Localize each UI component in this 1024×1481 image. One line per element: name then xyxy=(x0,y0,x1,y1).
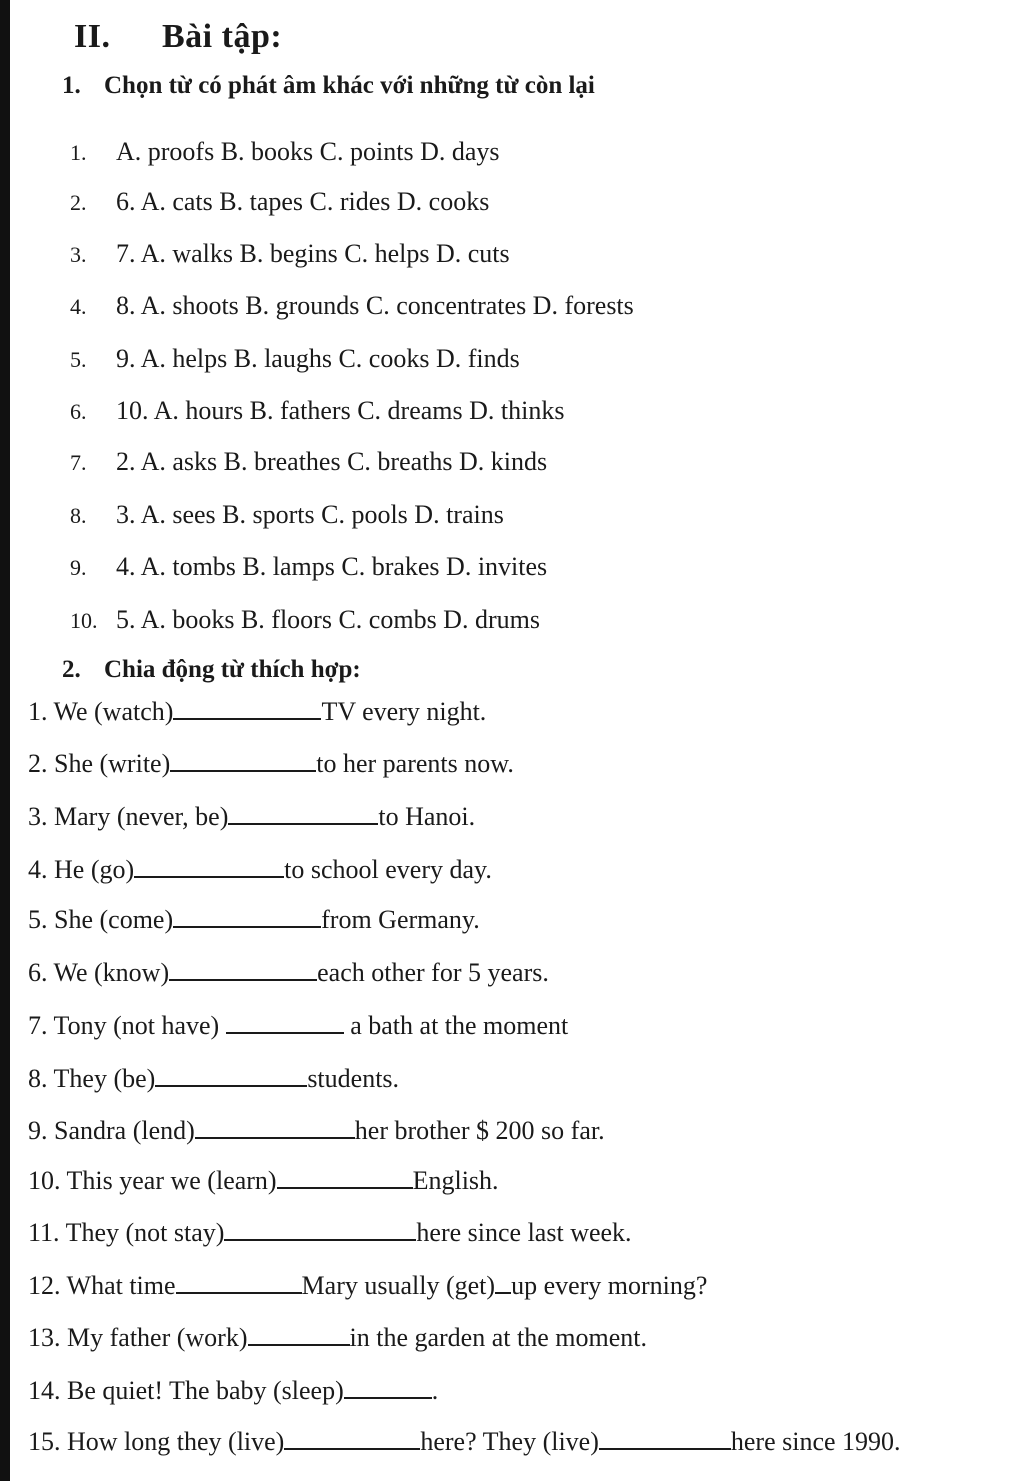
sentence-start: 6. We (know) xyxy=(28,958,170,987)
sentence-start: 14. Be quiet! The baby (sleep) xyxy=(28,1376,344,1405)
list-item xyxy=(28,748,514,779)
sentence-start: 13. My father (work) xyxy=(28,1323,248,1352)
list-item xyxy=(28,904,480,935)
sentence-end: a bath at the moment xyxy=(343,1011,569,1040)
part2-title-text: Chia động từ thích hợp: xyxy=(104,656,361,683)
answer-blank xyxy=(169,957,317,981)
section-number: II. xyxy=(74,18,111,55)
item-index: 3. xyxy=(70,242,87,267)
list-item xyxy=(28,854,492,885)
answer-blank xyxy=(176,1270,302,1294)
item-index: 6. xyxy=(70,399,87,424)
part2-title xyxy=(62,656,361,684)
sentence-end: here since last week. xyxy=(416,1218,632,1247)
answer-blank xyxy=(228,801,378,825)
list-item xyxy=(28,1165,499,1196)
sentence-start: 9. Sandra (lend) xyxy=(28,1116,195,1145)
sentence-end: to Hanoi. xyxy=(378,802,476,831)
part2-number: 2. xyxy=(62,656,81,683)
sentence-start: 12. What time xyxy=(28,1271,176,1300)
list-item xyxy=(70,187,489,217)
answer-blank xyxy=(248,1322,350,1346)
sentence-end: . xyxy=(431,1376,439,1405)
list-item xyxy=(70,500,504,530)
sentence-start: 5. She (come) xyxy=(28,905,174,934)
list-item xyxy=(70,291,634,321)
list-item xyxy=(28,801,475,832)
section-title-text: Bài tập: xyxy=(162,18,283,55)
sentence-start: 15. How long they (live) xyxy=(28,1427,285,1456)
answer-blank xyxy=(224,1217,416,1241)
item-index: 1. xyxy=(70,140,87,165)
sentence-end: English. xyxy=(412,1166,499,1195)
answer-blank xyxy=(134,854,284,878)
item-index: 2. xyxy=(70,190,87,215)
sentence-end: students. xyxy=(307,1064,400,1093)
item-text: 10. A. hours B. fathers C. dreams D. thinks xyxy=(116,396,565,425)
list-item xyxy=(28,957,549,988)
item-text: 6. A. cats B. tapes C. rides D. cooks xyxy=(116,187,490,216)
sentence-start: 2. She (write) xyxy=(28,749,171,778)
sentence-end: each other for 5 years. xyxy=(317,958,549,987)
part1-title xyxy=(62,72,595,100)
list-item xyxy=(28,1270,707,1301)
list-item xyxy=(70,605,540,635)
sentence-end: to school every day. xyxy=(284,855,492,884)
list-item xyxy=(70,447,547,477)
list-item xyxy=(28,1010,568,1041)
sentence-end: to her parents now. xyxy=(316,749,514,778)
item-index: 5. xyxy=(70,347,87,372)
sentence-middle: Mary usually (get) xyxy=(301,1271,496,1300)
sentence-middle: here? They (live) xyxy=(420,1427,599,1456)
sentence-end: in the garden at the moment. xyxy=(349,1323,647,1352)
section-heading xyxy=(74,18,282,56)
item-text: 4. A. tombs B. lamps C. brakes D. invites xyxy=(116,552,548,581)
answer-blank xyxy=(495,1270,511,1294)
answer-blank xyxy=(226,1010,344,1034)
list-item xyxy=(70,137,500,167)
list-item xyxy=(28,1375,438,1406)
item-index: 9. xyxy=(70,555,87,580)
part1-title-text: Chọn từ có phát âm khác với những từ còn lại xyxy=(104,72,595,99)
list-item xyxy=(28,1115,605,1146)
answer-blank xyxy=(173,904,321,928)
answer-blank xyxy=(155,1063,307,1087)
sentence-end: her brother $ 200 so far. xyxy=(354,1116,605,1145)
list-item xyxy=(28,1217,632,1248)
item-text: 3. A. sees B. sports C. pools D. trains xyxy=(116,500,504,529)
sentence-start: 7. Tony (not have) xyxy=(28,1011,226,1040)
item-text: 7. A. walks B. begins C. helps D. cuts xyxy=(116,239,510,268)
sentence-end: here since 1990. xyxy=(730,1427,901,1456)
item-text: 5. A. books B. floors C. combs D. drums xyxy=(116,605,540,634)
answer-blank xyxy=(344,1375,432,1399)
item-index: 7. xyxy=(70,450,87,475)
sentence-start: 4. He (go) xyxy=(28,855,135,884)
answer-blank xyxy=(195,1115,355,1139)
list-item xyxy=(70,552,547,582)
sentence-end: TV every night. xyxy=(321,697,487,726)
sentence-start: 11. They (not stay) xyxy=(28,1218,225,1247)
item-text: A. proofs B. books C. points D. days xyxy=(116,137,500,166)
sentence-start: 3. Mary (never, be) xyxy=(28,802,229,831)
sentence-start: 10. This year we (learn) xyxy=(28,1166,277,1195)
item-text: 9. A. helps B. laughs C. cooks D. finds xyxy=(116,344,520,373)
list-item xyxy=(70,239,510,269)
list-item xyxy=(28,1426,901,1457)
sentence-start: 8. They (be) xyxy=(28,1064,156,1093)
item-text: 2. A. asks B. breathes C. breaths D. kinds xyxy=(116,447,548,476)
answer-blank xyxy=(170,748,316,772)
answer-blank xyxy=(599,1426,731,1450)
sentence-start: 1. We (watch) xyxy=(28,697,174,726)
list-item xyxy=(70,396,564,426)
item-text: 8. A. shoots B. grounds C. concentrates D. forests xyxy=(116,291,634,320)
item-index: 8. xyxy=(70,503,87,528)
list-item xyxy=(28,696,486,727)
answer-blank xyxy=(277,1165,413,1189)
sentence-end: up every morning? xyxy=(511,1271,708,1300)
part1-number: 1. xyxy=(62,72,81,99)
answer-blank xyxy=(173,696,321,720)
list-item xyxy=(28,1063,399,1094)
sentence-end: from Germany. xyxy=(321,905,480,934)
answer-blank xyxy=(284,1426,420,1450)
item-index: 4. xyxy=(70,294,87,319)
item-index: 10. xyxy=(70,608,98,633)
list-item xyxy=(28,1322,647,1353)
list-item xyxy=(70,344,520,374)
